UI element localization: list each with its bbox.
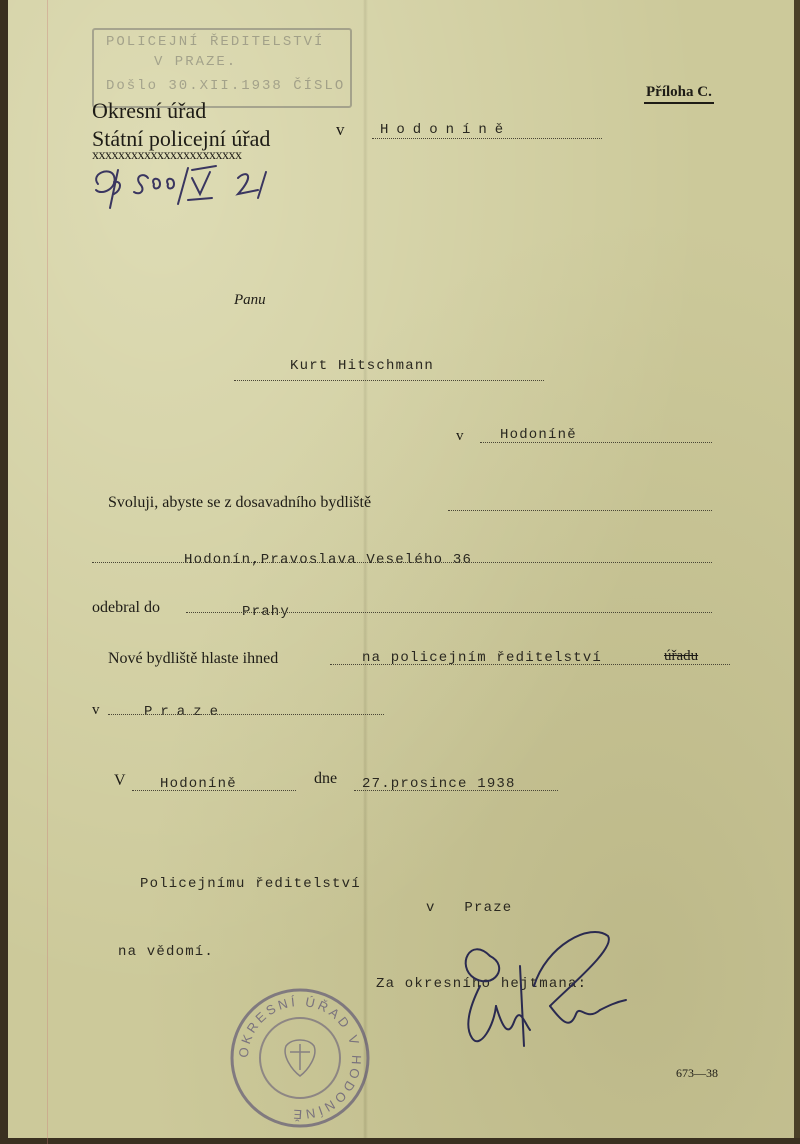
- office-place-line: [372, 138, 602, 139]
- recipient-name: Kurt Hitschmann: [290, 358, 435, 374]
- recipient-prefix-v: v: [456, 428, 464, 444]
- office-line-2: Státní policejní úřad: [92, 126, 271, 151]
- form-number: 673—38: [676, 1066, 718, 1080]
- margin-line: [47, 0, 48, 1144]
- register-prefix-v: v: [92, 702, 100, 718]
- date-prefix-v: V: [114, 772, 126, 789]
- date-place: Hodoníně: [160, 776, 237, 792]
- recipient-name-line: [234, 380, 544, 381]
- permit-text: Svoluji, abyste se z dosavadního bydliště: [108, 494, 372, 511]
- date-place-line: [132, 790, 296, 791]
- cc-line-2: v Praze: [426, 900, 513, 916]
- date-value: 27.prosince 1938: [362, 776, 516, 792]
- annex-label: Příloha C.: [646, 84, 712, 100]
- round-stamp-text: OKRESNÍ ÚŘAD V HODONÍNĚ: [235, 993, 365, 1123]
- page-right-edge: [794, 0, 800, 1144]
- date-value-line: [354, 790, 558, 791]
- office-place: Hodoníně: [380, 122, 512, 138]
- old-address: Hodonín,Pravoslava Veselého 36: [184, 552, 473, 568]
- received-stamp-line-1: POLICEJNÍ ŘEDITELSTVÍ: [106, 34, 325, 50]
- permit-line: [448, 510, 712, 511]
- handwritten-reference: [88, 160, 298, 216]
- official-round-stamp: [228, 986, 372, 1130]
- register-place-line: [108, 714, 384, 715]
- date-word: dne: [314, 770, 338, 787]
- greeting: Panu: [234, 292, 266, 308]
- struck-text-row: xxxxxxxxxxxxxxxxxxxxxxx: [92, 148, 242, 163]
- register-at: na policejním ředitelství: [362, 650, 603, 666]
- signature-caption: Za okresního hejtmana:: [376, 976, 588, 992]
- received-stamp-line-2: V PRAZE.: [154, 54, 238, 70]
- received-stamp: [92, 28, 352, 108]
- register-struck-word: úřadu: [664, 648, 699, 664]
- recipient-place-line: [480, 442, 712, 443]
- cc-line-3: na vědomí.: [118, 944, 215, 960]
- destination: Prahy: [242, 604, 291, 620]
- annex-underline: [644, 102, 714, 104]
- recipient-place: Hodoníně: [500, 427, 577, 443]
- register-place: Praze: [144, 704, 227, 720]
- page-left-edge: [0, 0, 8, 1144]
- cc-line-1: Policejnímu ředitelství: [140, 876, 361, 892]
- received-stamp-line-3: Došlo 30.XII.1938 ČÍSLO: [106, 78, 346, 94]
- moved-to-text: odebral do: [92, 599, 160, 616]
- handwritten-signature: [450, 926, 630, 1056]
- destination-line: [186, 612, 712, 613]
- register-line: [330, 664, 730, 665]
- office-line-1: Okresní úřad: [92, 98, 207, 123]
- old-address-line: [92, 562, 712, 563]
- page-bottom-edge: [0, 1138, 800, 1144]
- office-prefix-v: v: [336, 120, 345, 139]
- register-text: Nové bydliště hlaste ihned: [108, 650, 279, 667]
